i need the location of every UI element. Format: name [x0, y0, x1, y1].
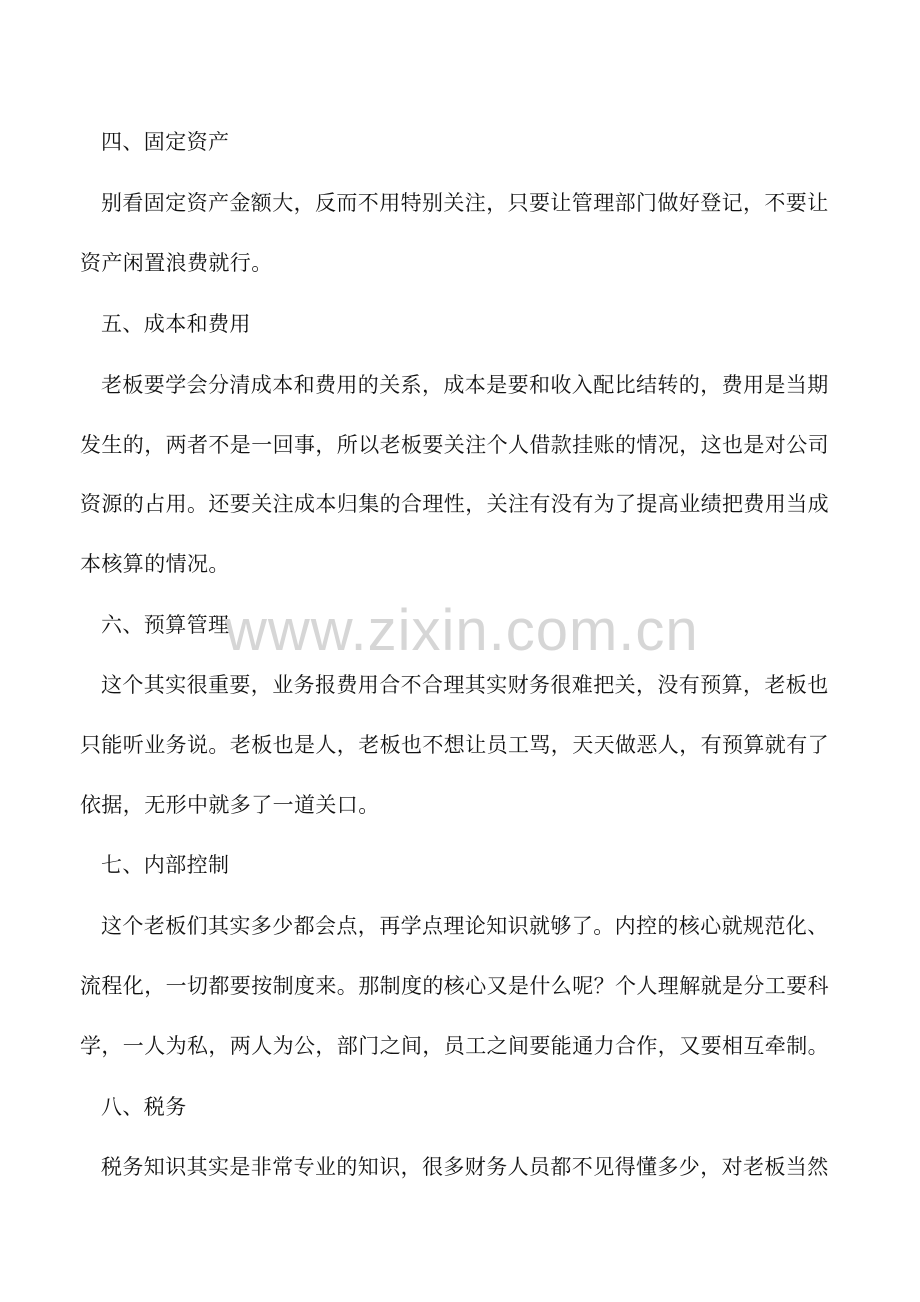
paragraph-line: 这个其实很重要，业务报费用合不合理其实财务很难把关，没有预算，老板也	[101, 673, 829, 697]
section-heading-taxation: 八、税务	[101, 1095, 187, 1119]
paragraph-line: 依据，无形中就多了一道关口。	[80, 793, 380, 817]
paragraph-line: 资源的占用。还要关注成本归集的合理性，关注有没有为了提高业绩把费用当成	[80, 492, 829, 516]
paragraph-line: 老板要学会分清成本和费用的关系，成本是要和收入配比结转的，费用是当期	[101, 373, 829, 397]
paragraph-line: 本核算的情况。	[80, 552, 230, 576]
section-heading-cost-and-expense: 五、成本和费用	[101, 312, 251, 336]
paragraph-line: 这个老板们其实多少都会点，再学点理论知识就够了。内控的核心就规范化、	[101, 914, 829, 938]
paragraph-line: 只能听业务说。老板也是人，老板也不想让员工骂，天天做恶人，有预算就有了	[80, 733, 829, 757]
paragraph-line: 资产闲置浪费就行。	[80, 251, 273, 275]
paragraph-line: 税务知识其实是非常专业的知识，很多财务人员都不见得懂多少，对老板当然	[101, 1155, 829, 1179]
section-heading-internal-control: 七、内部控制	[101, 853, 230, 877]
site-watermark: www.zixin.com.cn	[225, 598, 699, 663]
section-heading-budget-management: 六、预算管理	[101, 613, 230, 637]
paragraph-line: 学，一人为私，两人为公，部门之间，员工之间要能通力合作，又要相互牵制。	[80, 1034, 829, 1058]
paragraph-line: 别看固定资产金额大，反而不用特别关注，只要让管理部门做好登记，不要让	[101, 191, 829, 215]
section-heading-fixed-assets: 四、固定资产	[101, 130, 230, 154]
paragraph-line: 发生的，两者不是一回事，所以老板要关注个人借款挂账的情况，这也是对公司	[80, 433, 829, 457]
paragraph-line: 流程化，一切都要按制度来。那制度的核心又是什么呢？个人理解就是分工要科	[80, 974, 829, 998]
